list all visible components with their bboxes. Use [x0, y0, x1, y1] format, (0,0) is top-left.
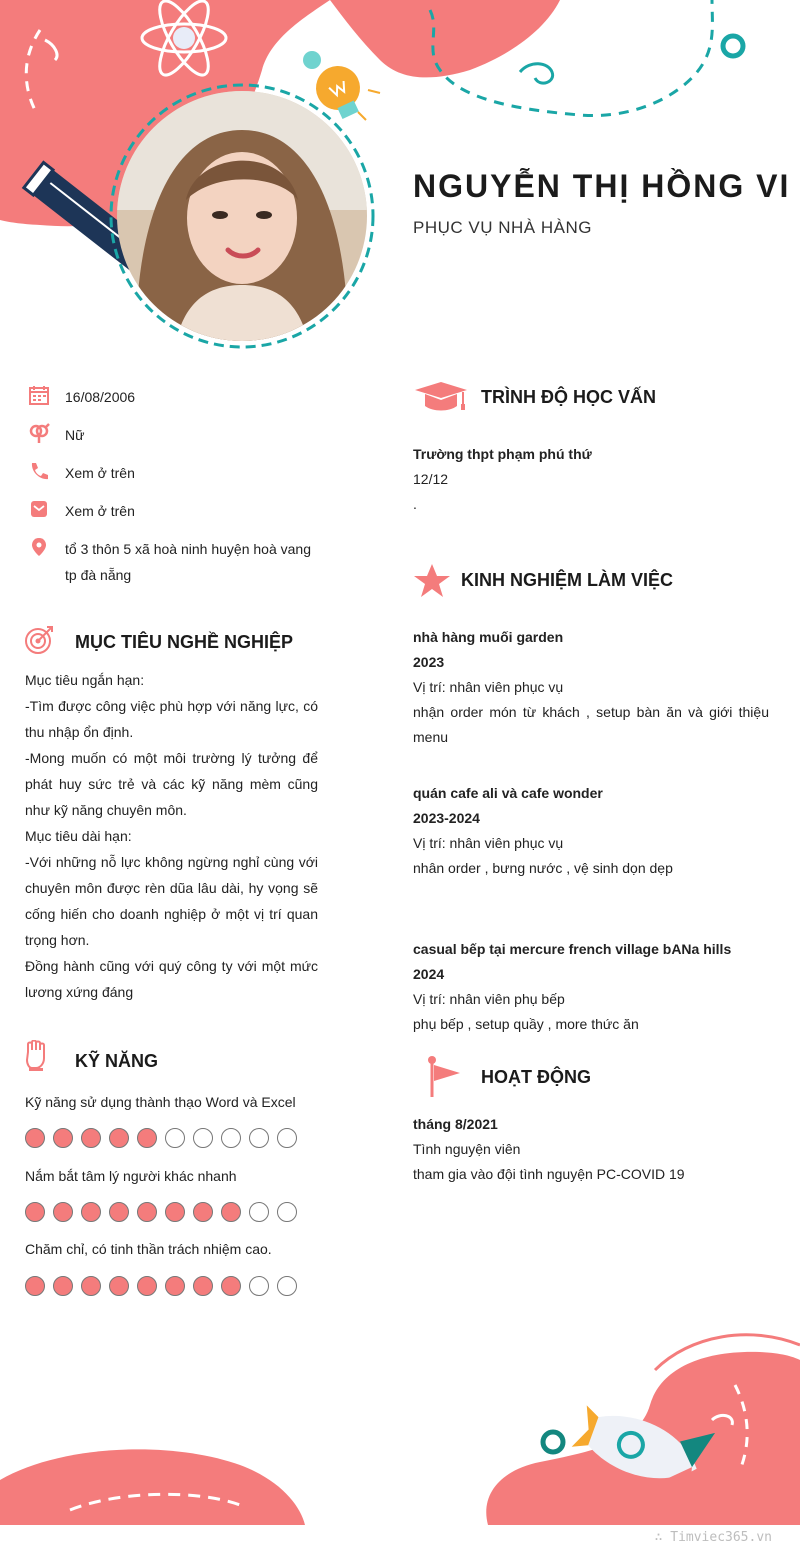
info-gender: [28, 422, 328, 448]
skill-label: Chăm chỉ, có tinh thần trách nhiệm cao.: [25, 1241, 272, 1257]
birthdate-value: 16/08/2006: [65, 389, 136, 405]
skill-label: Nắm bắt tâm lý người khác nhanh: [25, 1168, 237, 1184]
rating-dot-filled: [193, 1276, 213, 1296]
skill-label: Kỹ năng sử dụng thành thạo Word và Excel: [25, 1094, 296, 1110]
rating-dot-filled: [137, 1202, 157, 1222]
rating-dot-filled: [165, 1276, 185, 1296]
graduation-cap-icon: [413, 380, 469, 414]
avatar: [116, 90, 368, 342]
rating-dot-empty: [277, 1202, 297, 1222]
rating-dot-filled: [53, 1128, 73, 1148]
objective-text: [25, 667, 318, 1005]
rating-dot-filled: [109, 1276, 129, 1296]
objective-title: MỤC TIÊU NGHỀ NGHIỆP: [75, 632, 294, 652]
experience-title: KINH NGHIỆM LÀM VIỆC: [461, 570, 674, 590]
rating-dot-empty: [249, 1276, 269, 1296]
school-name: Trường thpt phạm phú thứ: [413, 446, 592, 462]
phone-icon: [28, 460, 50, 482]
work-position: Vị trí: nhân viên phục vụ: [413, 679, 564, 695]
skill-rating: [25, 1276, 297, 1296]
teal-loop: [520, 64, 553, 83]
objective-line: -Mong muốn có một môi trường lý tưởng để phát huy sức trẻ và các kỹ năng mèm cũng như kỹ năng chuyên môn.: [25, 750, 318, 818]
rating-dot-filled: [109, 1202, 129, 1222]
activity-entry: [413, 1112, 769, 1187]
skills-title: KỸ NĂNG: [75, 1051, 159, 1071]
job-title: PHỤC VỤ NHÀ HÀNG: [413, 218, 592, 237]
education-title: TRÌNH ĐỘ HỌC VẤN: [481, 387, 656, 407]
skill-rating: [25, 1202, 297, 1222]
info-email: [28, 498, 328, 524]
rating-dot-filled: [25, 1128, 45, 1148]
target-icon: [24, 625, 54, 655]
fist-icon: [24, 1040, 50, 1072]
activity-role: Tình nguyện viên: [413, 1141, 521, 1157]
skill-rating: [25, 1128, 297, 1148]
flag-icon: [422, 1055, 462, 1099]
work-description: phụ bếp , setup quầy , more thức ăn: [413, 1016, 639, 1032]
rating-dot-filled: [25, 1202, 45, 1222]
phone-value: Xem ở trên: [65, 465, 135, 481]
rating-dot-filled: [137, 1276, 157, 1296]
objective-line: Mục tiêu ngắn hạn:: [25, 672, 145, 688]
experience-entry: [413, 625, 769, 750]
grade: 12/12: [413, 471, 449, 487]
rating-dot-filled: [109, 1128, 129, 1148]
rating-dot-filled: [53, 1276, 73, 1296]
rating-dot-empty: [249, 1202, 269, 1222]
teal-ring-bottom: [543, 1432, 563, 1452]
gender-icon: [28, 422, 50, 444]
rating-dot-filled: [193, 1202, 213, 1222]
activities-title: HOẠT ĐỘNG: [481, 1067, 591, 1087]
objective-line: -Tìm được công việc phù hợp với năng lực, có thu nhập ổn định.: [25, 698, 318, 740]
work-position: Vị trí: nhân viên phục vụ: [413, 835, 564, 851]
rating-dot-filled: [81, 1202, 101, 1222]
info-phone: [28, 460, 328, 486]
education-entry: [413, 442, 769, 517]
rating-dot-empty: [277, 1276, 297, 1296]
rating-dot-empty: [165, 1128, 185, 1148]
rating-dot-empty: [221, 1128, 241, 1148]
watermark: ∴ Timviec365.vn: [654, 1530, 772, 1545]
bulb-ray: [368, 90, 380, 93]
company-name: nhà hàng muối garden: [413, 629, 564, 645]
location-icon: [28, 536, 50, 558]
objective-line: Mục tiêu dài hạn:: [25, 828, 132, 844]
activity-time: tháng 8/2021: [413, 1116, 498, 1132]
rating-dot-filled: [81, 1276, 101, 1296]
email-value: Xem ở trên: [65, 503, 135, 519]
rating-dot-filled: [81, 1128, 101, 1148]
rating-dot-filled: [137, 1128, 157, 1148]
objective-line: -Với những nỗ lực không ngừng nghỉ cùng với chuyên môn được rèn dũa lâu dài, hy vọng sẽ cống hiến cho doanh nghiệp ở một vị trí quan trọng hơn.: [25, 854, 318, 948]
info-birthdate: [28, 384, 328, 410]
work-description: nhân order , bưng nước , vệ sinh dọn dẹp: [413, 860, 673, 876]
experience-entry: [413, 937, 769, 1037]
rating-dot-filled: [221, 1276, 241, 1296]
work-period: 2023: [413, 654, 445, 670]
work-period: 2024: [413, 966, 445, 982]
rating-dot-filled: [165, 1202, 185, 1222]
work-description: nhận order món từ khách , setup bàn ăn và giới thiệu menu: [413, 704, 769, 745]
star-icon: [413, 563, 451, 599]
teal-ring: [723, 36, 743, 56]
address-value: tổ 3 thôn 5 xã hoà ninh huyện hoà vang tp đà nẵng: [65, 541, 311, 583]
rating-dot-empty: [277, 1128, 297, 1148]
gender-value: Nữ: [65, 427, 85, 443]
rating-dot-empty: [249, 1128, 269, 1148]
experience-entry: [413, 781, 769, 881]
info-address: [28, 536, 328, 588]
education-note: .: [413, 496, 417, 512]
rating-dot-filled: [53, 1202, 73, 1222]
email-icon: [28, 498, 50, 520]
rating-dot-filled: [25, 1276, 45, 1296]
bottom-left-blob: [0, 1449, 305, 1525]
objective-line: Đồng hành cũng với quý công ty với một mức lương xứng đáng: [25, 958, 318, 1000]
company-name: casual bếp tại mercure french village bANa hills: [413, 941, 732, 957]
company-name: quán cafe ali và cafe wonder: [413, 785, 603, 801]
calendar-icon: [28, 384, 50, 406]
rating-dot-empty: [193, 1128, 213, 1148]
rating-dot-filled: [221, 1202, 241, 1222]
activity-description: tham gia vào đội tình nguyện PC-COVID 19: [413, 1166, 685, 1182]
candidate-name: NGUYỄN THỊ HỒNG VI: [413, 168, 791, 204]
bulb-cap: [303, 51, 321, 69]
work-position: Vị trí: nhân viên phụ bếp: [413, 991, 565, 1007]
work-period: 2023-2024: [413, 810, 480, 826]
